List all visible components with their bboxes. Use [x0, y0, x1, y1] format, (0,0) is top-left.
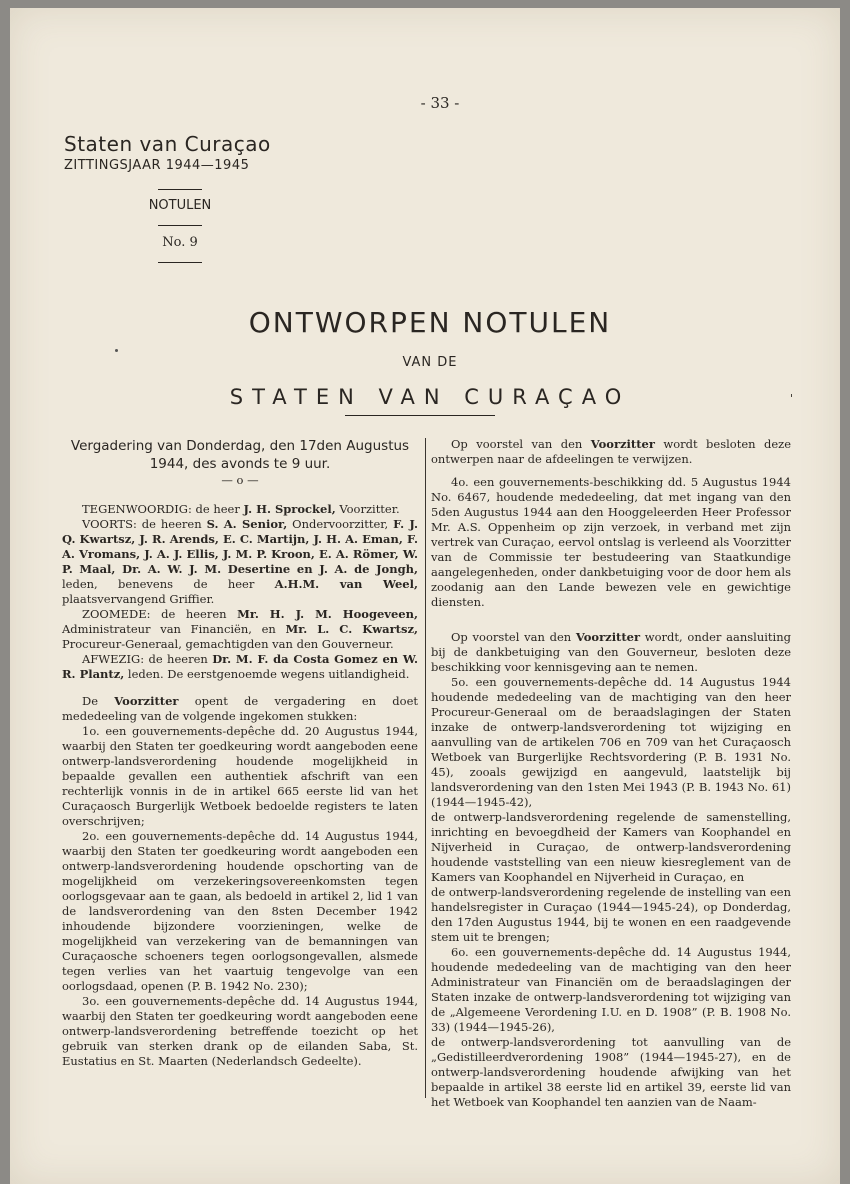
attendance-also: VOORTS: de heeren S. A. Senior, Ondervoorzitter, F. J. Q. Kwartsz, J. R. Arends, E. C. Martijn, J. H. A. Eman, F. A. Vromans, J. A. J. Ellis, J. M. P. Kroon, E. A. Römer, W. P. Maal, Dr. A. W. J. M. Desertine en J. A. de Jongh, leden, benevens de heer A.H.M. van Weel, plaatsvervangend Griffier. [62, 517, 418, 606]
incoming-item: 1o. een gouvernements-depêche dd. 20 Augustus 1944, waarbij den Staten ter goedkeuring wordt aangeboden eene ontwerp-landsverordening houdende mogelijkheid in bepaalde gevallen een authentiek afschrift van een rechterlijk vonnis in de in artikel 665 eerste lid van het Curaçaosch Burgerlijk Wetboek bedoelde registers te laten overschrijven; [62, 724, 418, 828]
title-underline [345, 415, 495, 416]
meeting-heading: Vergadering van Donderdag, den 17den Augustus 1944, des avonds te 9 uur. [70, 438, 410, 472]
separator: — o — [221, 473, 259, 487]
incoming-item-continued: de ontwerp-landsverordening regelende de instelling van een handelsregister in Curaçao (1944—1945-24), op Donderdag, den 17den Augustus 1944, bij te wonen en een raadgevende stem uit te brengen; [431, 885, 791, 944]
decision-paragraph: Op voorstel van den Voorzitter wordt besloten deze ontwerpen naar de afdeelingen te verwijzen. [431, 437, 792, 466]
incoming-item: 6o. een gouvernements-depêche dd. 14 Augustus 1944, houdende mededeeling van de machtiging van den heer Administrateur van Financiën om de beraadslagingen der Staten inzake de ontwerp-landsverordening tot wijziging van de „Algemeene Verordening I.U. en D. 1908” (P. B. 1908 No. 33) (1944—1945-26), [431, 945, 791, 1034]
page-number: - 33 - [420, 94, 460, 112]
column-divider [425, 438, 426, 1098]
margin-mark: ' [790, 392, 794, 405]
divider [158, 225, 202, 226]
incoming-item-continued: de ontwerp-landsverordening regelende de samenstelling, inrichting en bevoegdheid der Kamers van Koophandel en Nijverheid in Curaçao, de ontwerp-landsverordening houdende vaststelling van een nieuw kiesreglement van de Kamers van Koophandel en Nijverheid in Curaçao, en [431, 810, 791, 884]
organization-name: Staten van Curaçao [64, 132, 271, 156]
page-title: ONTWORPEN NOTULEN [248, 306, 612, 339]
page-subtitle: VAN DE [402, 355, 458, 370]
notulen-label: NOTULEN [148, 198, 212, 213]
divider [158, 189, 202, 190]
incoming-item-continued: de ontwerp-landsverordening tot aanvulling van de „Gedistilleerdverordening 1908” (1944—1945-27), en de ontwerp-landsverordening houdende afwijking van het bepaalde in artikel 38 eerste lid en artikel 39, eerste lid van het Wetboek van Koophandel ten aanzien van de Naam- [431, 1035, 791, 1109]
paper-speck [115, 349, 118, 352]
decision-paragraph: Op voorstel van den Voorzitter wordt, onder aansluiting bij de dankbetuiging van den Gouverneur, besloten deze beschikking voor kennisgeving aan te nemen. [431, 630, 791, 674]
attendance-absent: AFWEZIG: de heeren Dr. M. F. da Costa Gomez en W. R. Plantz, leden. De eerstgenoemde wegens uitlandigheid. [62, 652, 418, 681]
attendance-delegates: ZOOMEDE: de heeren Mr. H. J. M. Hoogeveen, Administrateur van Financiën, en Mr. L. C. Kwartsz, Procureur-Generaal, gemachtigden van den Gouverneur. [62, 607, 418, 651]
masthead [64, 132, 271, 173]
divider [158, 262, 202, 263]
right-column [431, 437, 791, 1110]
opening-paragraph: De Voorzitter opent de vergadering en doet mededeeling van de volgende ingekomen stukken: [62, 694, 418, 723]
attendance-present: TEGENWOORDIG: de heer J. H. Sprockel, Voorzitter. [82, 502, 400, 516]
left-column [62, 437, 418, 1069]
issue-number: No. 9 [162, 235, 198, 250]
page-title-institution: STATEN VAN CURAÇAO [229, 385, 631, 409]
incoming-item: 2o. een gouvernements-depêche dd. 14 Augustus 1944, waarbij den Staten ter goedkeuring wordt aangeboden een ontwerp-landsverordening houdende opschorting van de mogelijkheid om verzekeringsovereenkomsten tegen oorlogsgevaar aan te gaan, als bedoeld in artikel 2, lid 1 van de landsverordening van den 8sten December 1942 inhoudende bijzondere voorzieningen, welke de mogelijkheid van verzekering van de bemanningen van Curaçaosche schoeners tegen oorlogsongevallen, alsmede tegen verlies van het vaartuig tengevolge van een oorlogsdaad, openen (P. B. 1942 No. 230); [62, 829, 418, 993]
incoming-item: 4o. een gouvernements-beschikking dd. 5 Augustus 1944 No. 6467, houdende mededeeling, dat met ingang van den 5den Augustus 1944 aan den Hooggeleerden Heer Professor Mr. A.S. Oppenheim op zijn verzoek, in verband met zijn vertrek van Curaçao, eervol ontslag is verleend als Voorzitter van de Commissie ter bestudeering van Staatkundige aangelegenheden, onder dankbetuiging voor de door hem als zoodanig aan den Lande bewezen vele en gewichtige diensten. [431, 475, 791, 609]
incoming-item: 5o. een gouvernements-depêche dd. 14 Augustus 1944 houdende mededeeling van de machtiging van den heer Procureur-Generaal om de beraadslagingen der Staten inzake de ontwerp-landsverordening tot wijziging en aanvulling van de artikelen 706 en 709 van het Curaçaosch Wetboek van Burgerlijke Rechtsvordering (P. B. 1931 No. 45), zooals gewijzigd en aangevuld, laatstelijk bij landsverordening van den 1sten Mei 1943 (P. B. 1943 No. 61) (1944—1945-42), [431, 675, 791, 809]
incoming-item: 3o. een gouvernements-depêche dd. 14 Augustus 1944, waarbij den Staten ter goedkeuring wordt aangeboden eene ontwerp-landsverordening betreffende toezicht op het gebruik van sterken drank op de eilanden Saba, St. Eustatius en St. Maarten (Nederlandsch Gedeelte). [62, 994, 418, 1068]
session-year: ZITTINGSJAAR 1944—1945 [64, 158, 250, 173]
